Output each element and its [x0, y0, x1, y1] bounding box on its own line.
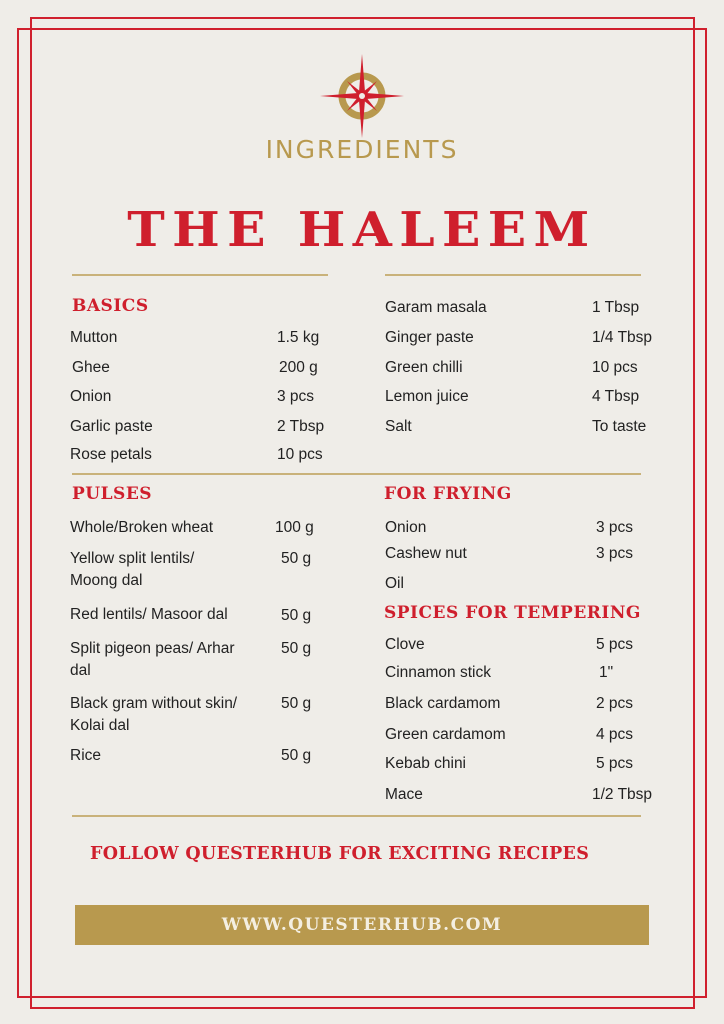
divider	[385, 274, 641, 276]
section-title-basics: BASICS	[72, 296, 149, 316]
ingredient-name: Cashew nut	[385, 545, 467, 562]
section-title-spices: SPICES FOR TEMPERING	[384, 603, 641, 623]
ingredient-name: Split pigeon peas/ Arhar dal	[70, 640, 235, 679]
ingredient-name: Black cardamom	[385, 695, 501, 712]
ingredient-qty: 3 pcs	[277, 388, 315, 405]
ingredient-name: Lemon juice	[385, 388, 469, 405]
ingredient-name: Oil	[385, 575, 404, 592]
ingredient-name: Whole/Broken wheat	[70, 519, 214, 536]
ingredient-qty: 3 pcs	[596, 519, 634, 536]
ingredient-qty: 10 pcs	[277, 446, 323, 463]
ingredient-qty: 5 pcs	[596, 636, 634, 653]
follow-text: FOLLOW QUESTERHUB FOR EXCITING RECIPES	[90, 844, 590, 864]
ingredient-name: Ghee	[72, 359, 110, 376]
compass-rose-icon	[318, 52, 406, 138]
website-link[interactable]: WWW.QUESTERHUB.COM	[221, 915, 503, 935]
ingredient-qty: 10 pcs	[592, 359, 638, 376]
ingredient-qty: 1"	[599, 664, 614, 681]
website-banner[interactable]	[75, 905, 649, 945]
ingredient-name: Black gram without skin/ Kolai dal	[70, 695, 238, 734]
ingredient-qty: To taste	[592, 418, 647, 435]
ingredient-name: Green cardamom	[385, 726, 506, 743]
divider	[72, 473, 641, 475]
ingredient-name: Kebab chini	[385, 755, 467, 772]
ingredient-name: Rice	[70, 747, 102, 764]
ingredient-name: Red lentils/ Masoor dal	[70, 606, 228, 623]
ingredient-qty: 3 pcs	[596, 545, 634, 562]
ingredient-name: Clove	[385, 636, 425, 653]
ingredient-qty: 1 Tbsp	[592, 299, 640, 316]
ingredient-qty: 1/4 Tbsp	[592, 329, 653, 346]
ingredient-name: Mace	[385, 786, 423, 803]
ingredient-qty: 50 g	[281, 640, 312, 657]
subtitle: INGREDIENTS	[265, 135, 459, 164]
ingredient-qty: 4 Tbsp	[592, 388, 640, 405]
ingredient-name: Yellow split lentils/ Moong dal	[70, 550, 195, 589]
ingredient-name: Garam masala	[385, 299, 487, 316]
ingredient-qty: 50 g	[281, 695, 312, 712]
ingredient-name: Green chilli	[385, 359, 463, 376]
ingredient-qty: 2 pcs	[596, 695, 634, 712]
section-title-frying: FOR FRYING	[384, 484, 512, 504]
ingredient-name: Garlic paste	[70, 418, 153, 435]
ingredient-name: Salt	[385, 418, 412, 435]
ingredient-name: Onion	[385, 519, 427, 536]
ingredient-qty: 1/2 Tbsp	[592, 786, 653, 803]
ingredient-qty: 50 g	[281, 607, 312, 624]
ingredient-qty: 200 g	[279, 359, 318, 376]
ingredient-name: Ginger paste	[385, 329, 474, 346]
ingredient-qty: 4 pcs	[596, 726, 634, 743]
ingredient-name: Cinnamon stick	[385, 664, 491, 681]
ingredient-name: Onion	[70, 388, 112, 405]
ingredient-qty: 50 g	[281, 747, 312, 764]
divider	[72, 815, 641, 817]
ingredient-name: Rose petals	[70, 446, 152, 463]
ingredient-qty: 1.5 kg	[277, 329, 320, 346]
ingredient-qty: 5 pcs	[596, 755, 634, 772]
divider	[72, 274, 328, 276]
ingredient-qty: 2 Tbsp	[277, 418, 325, 435]
ingredient-qty: 100 g	[275, 519, 314, 536]
ingredient-name: Mutton	[70, 329, 118, 346]
ingredient-qty: 50 g	[281, 550, 312, 567]
section-title-pulses: PULSES	[72, 484, 153, 504]
page-title: THE HALEEM	[127, 202, 597, 258]
